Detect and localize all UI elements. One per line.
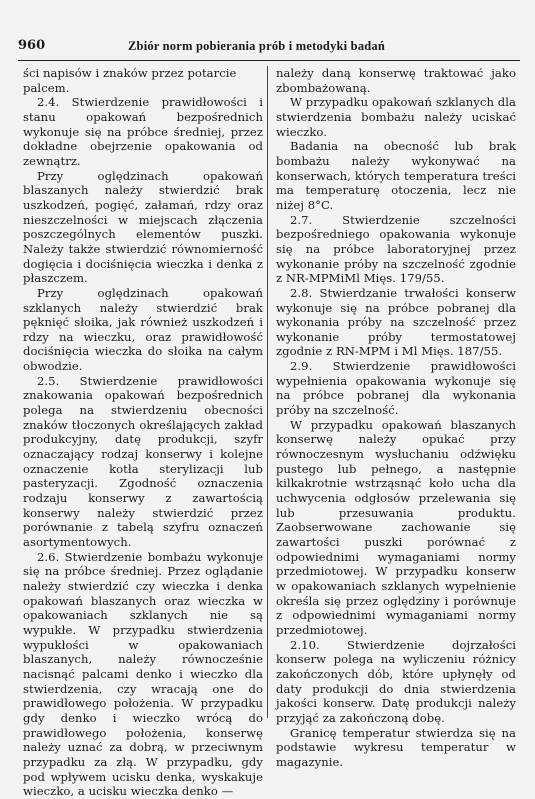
column-divider: [267, 66, 268, 718]
section-2-10: 2.10. Stwierdzenie dojrzałości konserw polega na wyliczeniu różnicy zakończonych dób, które upłynęły od daty produkcji do dnia stwierdzenia jakości konserw. Datę produkcji należy przyjąć za zakończoną dobę.: [276, 637, 516, 725]
page-header: [18, 38, 518, 56]
paragraph: W przypadku opakowań szklanych dla stwierdzenia bombażu należy uciskać wieczko.: [276, 95, 516, 139]
header-rule: [18, 60, 520, 61]
running-title: Zbiór norm pobierania prób i metodyki badań: [128, 39, 386, 53]
section-2-5: 2.5. Stwierdzenie prawidłowości znakowania opakowań bezpośrednich polega na stwierdzeniu obecności znaków tłoczonych określających zakład produkcyjny, datę produkcji, szyfr oznaczający rodzaj konserwy i kolejne oznaczenie kotła sterylizacji lub pasteryzacji. Zgodność oznaczenia rodzaju konserwy z zawartością konserwy należy stwierdzić przez porównanie z tabelą szyfru oznaczeń asortymentowych.: [23, 373, 263, 549]
paragraph: Granicę temperatur stwierdza się na podstawie wykresu temperatur w magazynie.: [276, 725, 516, 769]
section-2-7: 2.7. Stwierdzenie szczelności bezpośredniego opakowania wykonuje się na próbce laboratoryjnej przez wykonanie próby na szczelność zgodnie z NR-MPMiMl Mięs. 179/55.: [276, 212, 516, 286]
paragraph: Badania na obecność lub brak bombażu należy wykonywać na konserwach, których temperatura treści ma temperaturę otoczenia, lecz nie niżej 8°C.: [276, 139, 516, 212]
right-column: [276, 66, 516, 770]
section-2-9: 2.9. Stwierdzenie prawidłowości wypełnienia opakowania wykonuje się na próbce pobranej dla wykonania próby na szczelność.: [276, 359, 516, 418]
paragraph: ści napisów i znaków przez potarcie palcem.: [23, 66, 237, 95]
left-column: [23, 66, 263, 799]
section-2-8: 2.8. Stwierdzanie trwałości konserw wykonuje się na próbce pobranej dla wykonania próby na szczelność przez wykonanie próby termostatowej zgodnie z RN-MPM i Ml Mięs. 187/55.: [276, 285, 516, 359]
section-2-4: 2.4. Stwierdzenie prawidłowości i stanu opakowań bezpośrednich wykonuje się na próbce średniej, przez dokładne obejrzenie opakowania od zewnątrz.: [23, 95, 263, 168]
paragraph: Przy oględzinach opakowań szklanych należy stwierdzić brak pęknięć słoika, jak również uszkodzeń i rdzy na wieczku, oraz prawidłowość dociśnięcia wieczka do słoika na całym obwodzie.: [23, 285, 263, 374]
page-number: 960: [18, 38, 46, 53]
paragraph: należy daną konserwę traktować jako zbombażowaną.: [276, 66, 516, 95]
paragraph: W przypadku opakowań blaszanych konserwę należy opukać przy równoczesnym wysłuchaniu odźwięku pustego lub pełnego, a następnie kilkakrotnie wstrząsnąć koło ucha dla uchwycenia odgłosów przelewania się lub przesuwania produktu. Zaobserwowane zachowanie się zawartości puszki porównać z odpowiednimi wymaganiami normy przedmiotowej. W przypadku konserw w opakowaniach szklanych wypełnienie określa się przez oględziny i porównuje z odpowiednimi wymaganiami normy przedmiotowej.: [276, 417, 516, 637]
section-2-6: 2.6. Stwierdzenie bombażu wykonuje się na próbce średniej. Przez oglądanie należy stwierdzić czy wieczka i denka opakowań blaszanych oraz wieczka w opakowaniach szklanych nie są wypukłe. W przypadku stwierdzenia wypukłości w opakowaniach blaszanych, należy równocześnie nacisnąć palcami denko i wieczko dla stwierdzenia, czy wracają one do prawidłowego położenia. W przypadku gdy denko i wieczko wrócą do prawidłowego położenia, konserwę należy uznać za dobrą, w przeciwnym przypadku za złą. W przypadku, gdy pod wpływem ucisku denka, wyskakuje wieczko, a ucisku wieczka denko —: [23, 549, 263, 799]
paragraph: Przy oględzinach opakowań blaszanych należy stwierdzić brak uszkodzeń, pogięć, załamań, rdzy oraz nieszczelności w miejscach złączenia poszczególnych elementów puszki. Należy także stwierdzić równomierność dogięcia i dociśnięcia wieczka i denka z płaszczem.: [23, 168, 263, 286]
